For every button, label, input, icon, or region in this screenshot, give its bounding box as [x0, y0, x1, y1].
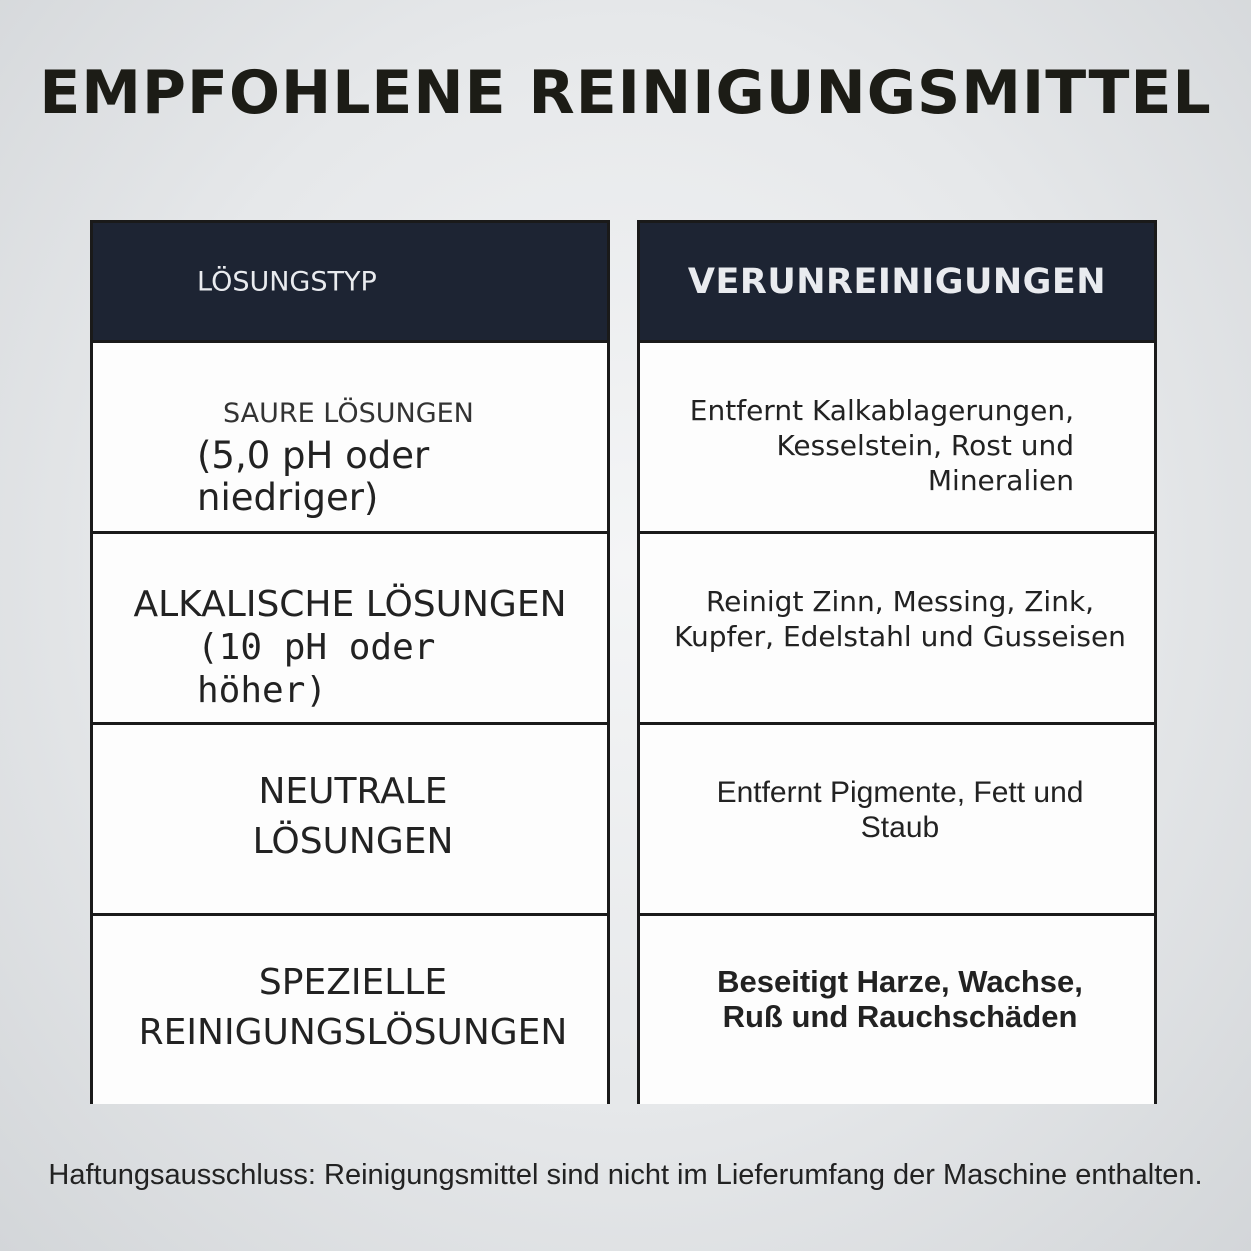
column-header-contaminants	[640, 223, 1154, 343]
contaminants-text: Reinigt Zinn, Messing, Zink, Kupfer, Edelstahl und Gusseisen	[674, 585, 1126, 653]
table-cell	[93, 916, 607, 1104]
header-label: VERUNREINIGUNGEN	[687, 261, 1107, 302]
solution-type-column	[90, 220, 610, 1104]
contaminants-text: Entfernt Kalkablagerungen, Kesselstein, Rost und Mineralien	[689, 394, 1074, 497]
page-title: EMPFOHLENE REINIGUNGSMITTEL	[39, 58, 1212, 128]
solution-ph-range: (10 pH oder höher)	[197, 627, 436, 711]
table-cell	[640, 343, 1154, 534]
solution-type-label: NEUTRALE LÖSUNGEN	[252, 771, 454, 862]
table-cell	[93, 534, 607, 725]
header-label: LÖSUNGSTYP	[197, 266, 377, 297]
disclaimer: Haftungsausschluss: Reinigungsmittel sind nicht im Lieferumfang der Maschine enthalten.	[48, 1159, 1203, 1191]
contaminants-column	[637, 220, 1157, 1104]
contaminants-text: Entfernt Pigmente, Fett und Staub	[716, 776, 1084, 844]
solution-type-label: ALKALISCHE LÖSUNGEN	[133, 584, 567, 625]
solution-ph-range: (5,0 pH oder niedriger)	[197, 434, 430, 519]
solution-type-label: SPEZIELLE REINIGUNGSLÖSUNGEN	[138, 962, 568, 1053]
table-cell	[640, 534, 1154, 725]
table-cell	[640, 916, 1154, 1104]
column-header-solution-type	[93, 223, 607, 343]
table-cell	[93, 725, 607, 916]
table-cell	[93, 343, 607, 534]
table-cell	[640, 725, 1154, 916]
solution-type-label: SAURE LÖSUNGEN	[223, 398, 474, 429]
contaminants-text: Beseitigt Harze, Wachse, Ruß und Rauchschäden	[717, 964, 1083, 1034]
